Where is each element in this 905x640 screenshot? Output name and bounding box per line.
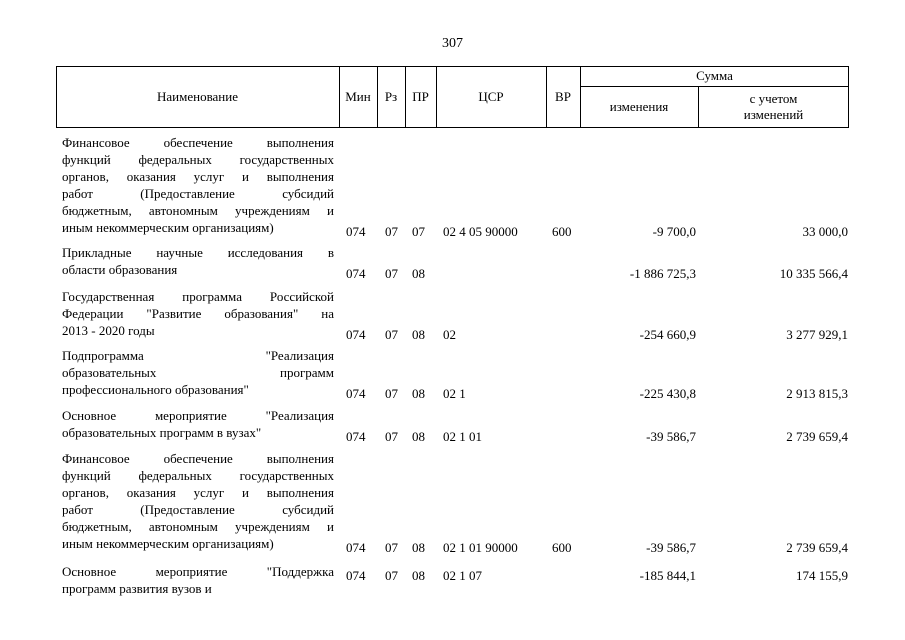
header-with-changes-line1: с учетом bbox=[749, 91, 798, 106]
row-name-line: функций федеральных государственных bbox=[62, 468, 334, 483]
row-name bbox=[62, 347, 334, 398]
row-pr: 08 bbox=[412, 540, 425, 555]
row-rz: 07 bbox=[385, 429, 398, 444]
row-name-line: Федерации "Развитие образования" на bbox=[62, 306, 334, 321]
row-changes: -254 660,9 bbox=[639, 327, 696, 342]
row-name-line: Основное мероприятие "Реализация bbox=[62, 408, 334, 423]
row-name bbox=[62, 563, 334, 597]
row-csr: 02 1 07 bbox=[443, 568, 482, 583]
row-name-line: области образования bbox=[62, 262, 178, 277]
header-pr: ПР bbox=[412, 89, 429, 104]
row-name-line: работ (Предоставление субсидий bbox=[62, 502, 334, 517]
row-rz: 07 bbox=[385, 327, 398, 342]
row-name-line: профессионального образования" bbox=[62, 382, 249, 397]
row-name-line: Государственная программа Российской bbox=[62, 289, 334, 304]
row-name-line: образовательных программ bbox=[62, 365, 334, 380]
row-total: 2 739 659,4 bbox=[786, 540, 848, 555]
row-rz: 07 bbox=[385, 540, 398, 555]
header-with-changes-line2: изменений bbox=[743, 107, 804, 122]
row-pr: 07 bbox=[412, 224, 425, 239]
header-changes: изменения bbox=[609, 99, 669, 114]
row-csr: 02 1 01 90000 bbox=[443, 540, 518, 555]
row-name-line: бюджетным, автономным учреждениям и bbox=[62, 203, 334, 218]
row-name bbox=[62, 244, 334, 278]
row-pr: 08 bbox=[412, 327, 425, 342]
row-total: 33 000,0 bbox=[802, 224, 848, 239]
row-name-line: иным некоммерческим организациям) bbox=[62, 536, 274, 551]
row-name-line: органов, оказания услуг и выполнения bbox=[62, 169, 334, 184]
row-name bbox=[62, 450, 334, 552]
page-number: 307 bbox=[442, 36, 463, 51]
row-total: 174 155,9 bbox=[796, 568, 848, 583]
header-csr: ЦСР bbox=[478, 89, 504, 104]
row-pr: 08 bbox=[412, 429, 425, 444]
row-total: 2 739 659,4 bbox=[786, 429, 848, 444]
header-name: Наименование bbox=[157, 89, 238, 104]
row-changes: -225 430,8 bbox=[639, 386, 696, 401]
row-csr: 02 bbox=[443, 327, 456, 342]
header-min: Мин bbox=[345, 89, 371, 104]
row-csr: 02 1 01 bbox=[443, 429, 482, 444]
row-changes: -1 886 725,3 bbox=[629, 266, 696, 281]
row-min: 074 bbox=[346, 568, 366, 583]
row-pr: 08 bbox=[412, 266, 425, 281]
row-name-line: бюджетным, автономным учреждениям и bbox=[62, 519, 334, 534]
row-changes: -185 844,1 bbox=[639, 568, 696, 583]
header-vr: ВР bbox=[555, 89, 571, 104]
row-csr: 02 1 bbox=[443, 386, 466, 401]
row-min: 074 bbox=[346, 224, 366, 239]
row-name-line: программ развития вузов и bbox=[62, 581, 212, 596]
header-sum: Сумма bbox=[696, 68, 733, 83]
row-name-line: 2013 - 2020 годы bbox=[62, 323, 155, 338]
row-vr: 600 bbox=[552, 540, 572, 555]
row-total: 10 335 566,4 bbox=[779, 266, 848, 281]
row-min: 074 bbox=[346, 386, 366, 401]
row-name-line: образовательных программ в вузах" bbox=[62, 425, 262, 440]
header-with-changes bbox=[698, 86, 849, 128]
row-total: 3 277 929,1 bbox=[786, 327, 848, 342]
row-name-line: Финансовое обеспечение выполнения bbox=[62, 135, 334, 150]
row-name bbox=[62, 407, 334, 441]
row-name-line: органов, оказания услуг и выполнения bbox=[62, 485, 334, 500]
row-min: 074 bbox=[346, 540, 366, 555]
header-rz: Рз bbox=[384, 89, 398, 104]
row-rz: 07 bbox=[385, 224, 398, 239]
row-name bbox=[62, 288, 334, 339]
row-name-line: Подпрограмма "Реализация bbox=[62, 348, 334, 363]
row-min: 074 bbox=[346, 429, 366, 444]
row-vr: 600 bbox=[552, 224, 572, 239]
row-name-line: иным некоммерческим организациям) bbox=[62, 220, 274, 235]
row-rz: 07 bbox=[385, 386, 398, 401]
row-name-line: работ (Предоставление субсидий bbox=[62, 186, 334, 201]
row-name bbox=[62, 134, 334, 236]
row-min: 074 bbox=[346, 266, 366, 281]
row-rz: 07 bbox=[385, 568, 398, 583]
row-pr: 08 bbox=[412, 568, 425, 583]
row-name-line: Прикладные научные исследования в bbox=[62, 245, 334, 260]
row-name-line: функций федеральных государственных bbox=[62, 152, 334, 167]
row-changes: -39 586,7 bbox=[646, 540, 696, 555]
row-csr: 02 4 05 90000 bbox=[443, 224, 518, 239]
row-pr: 08 bbox=[412, 386, 425, 401]
row-rz: 07 bbox=[385, 266, 398, 281]
row-name-line: Финансовое обеспечение выполнения bbox=[62, 451, 334, 466]
row-changes: -39 586,7 bbox=[646, 429, 696, 444]
row-total: 2 913 815,3 bbox=[786, 386, 848, 401]
row-name-line: Основное мероприятие "Поддержка bbox=[62, 564, 334, 579]
row-min: 074 bbox=[346, 327, 366, 342]
row-changes: -9 700,0 bbox=[652, 224, 696, 239]
